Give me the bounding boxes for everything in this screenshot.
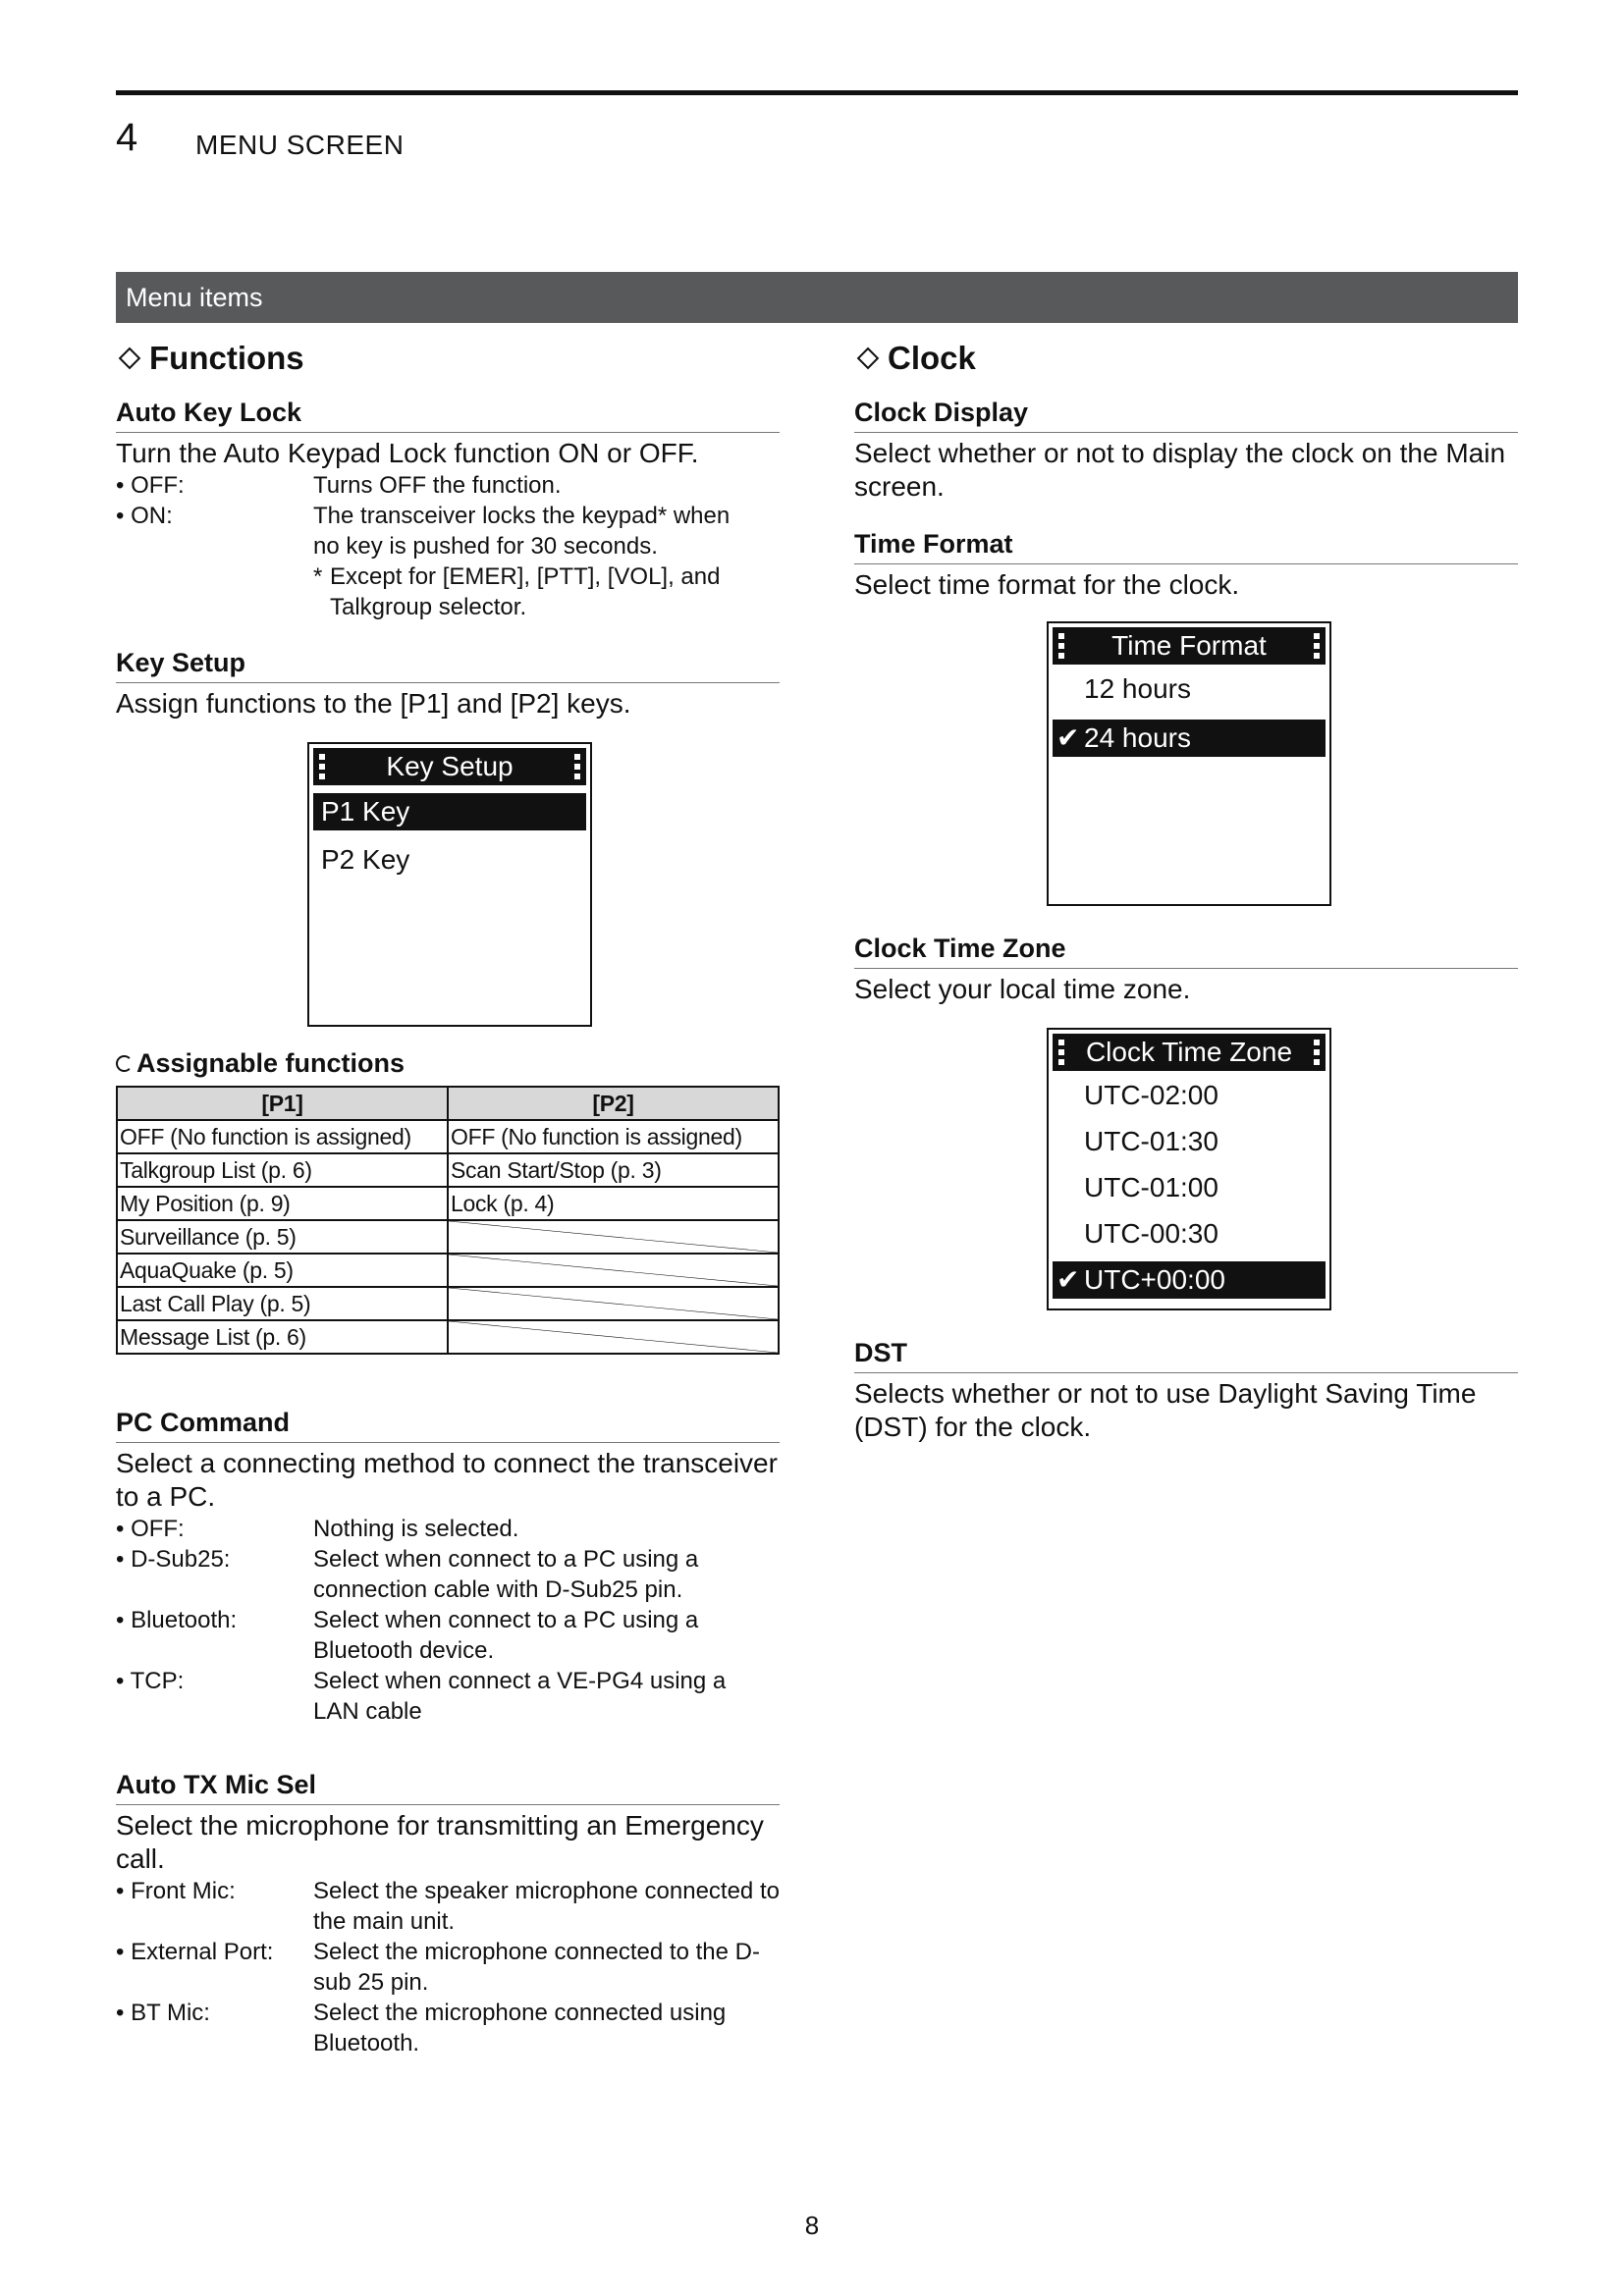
clock-time-zone-section: [854, 932, 1518, 1310]
dst-description: Selects whether or not to use Daylight Saving Time (DST) for the clock.: [854, 1378, 1477, 1442]
scroll-dots-icon: [1058, 1040, 1064, 1065]
auto-key-lock-title: Auto Key Lock: [116, 396, 780, 433]
time-format-description: Select time format for the clock.: [854, 569, 1240, 600]
chapter-title: MENU SCREEN: [195, 130, 405, 160]
table-header-p1: [P1]: [117, 1087, 448, 1120]
table-row: OFF (No function is assigned) OFF (No function is assigned): [117, 1120, 779, 1153]
screen-title-bar: Clock Time Zone: [1053, 1034, 1326, 1071]
diamond-icon: [119, 347, 141, 370]
key-setup-section: [116, 646, 780, 1027]
auto-key-lock-section: [116, 396, 780, 622]
option-row: • OFF: Turns OFF the function.: [116, 472, 562, 499]
option-row: • BT Mic: Select the microphone connected using Bluetooth.: [116, 2000, 727, 2056]
clock-heading: Clock: [854, 339, 1518, 378]
screen-item-utc-0000: ✔ UTC+00:00: [1053, 1261, 1326, 1299]
empty-cell: [448, 1220, 779, 1254]
auto-key-lock-description: Turn the Auto Keypad Lock function ON or OFF.: [116, 438, 699, 468]
time-format-screen: [1047, 621, 1331, 906]
functions-heading: Functions: [116, 339, 780, 378]
dst-section: [854, 1336, 1518, 1444]
scroll-dots-icon: [574, 754, 580, 779]
pc-command-description: Select a connecting method to connect the transceiver to a PC.: [116, 1448, 778, 1512]
circle-icon: [116, 1055, 133, 1072]
clock-display-title: Clock Display: [854, 396, 1518, 433]
diamond-icon: [857, 347, 880, 370]
screen-item-p1-key: P1 Key: [313, 793, 586, 830]
auto-tx-mic-description: Select the microphone for transmitting an Emergency call.: [116, 1810, 764, 1874]
auto-tx-mic-section: [116, 1768, 780, 2058]
dst-title: DST: [854, 1336, 1518, 1373]
check-icon: ✔: [1056, 722, 1080, 753]
footnote: * Except for [EMER], [PTT], [VOL], and Talkgroup selector.: [313, 563, 721, 620]
key-setup-description: Assign functions to the [P1] and [P2] keys.: [116, 688, 631, 719]
clock-time-zone-description: Select your local time zone.: [854, 974, 1191, 1004]
right-column: [854, 339, 1518, 1444]
screen-item-utc-0100: UTC-01:00: [1084, 1172, 1218, 1202]
table-row: AquaQuake (p. 5): [117, 1254, 779, 1287]
scroll-dots-icon: [1314, 1040, 1320, 1065]
option-row: • OFF: Nothing is selected.: [116, 1516, 519, 1542]
left-column: [116, 339, 780, 2058]
table-row: Last Call Play (p. 5): [117, 1287, 779, 1320]
scroll-dots-icon: [1058, 633, 1064, 659]
option-row: • Bluetooth: Select when connect to a PC using a Bluetooth device.: [116, 1607, 699, 1664]
table-row: My Position (p. 9) Lock (p. 4): [117, 1187, 779, 1220]
screen-item-utc-0130: UTC-01:30: [1084, 1126, 1218, 1156]
pc-command-section: [116, 1406, 780, 1727]
option-row: • External Port: Select the microphone connected to the D-sub 25 pin.: [116, 1939, 760, 1996]
time-format-title: Time Format: [854, 527, 1518, 564]
option-row: • ON: The transceiver locks the keypad* when no key is pushed for 30 seconds.: [116, 503, 731, 560]
empty-cell: [448, 1254, 779, 1287]
option-row: • D-Sub25: Select when connect to a PC using a connection cable with D-Sub25 pin.: [116, 1546, 699, 1603]
screen-item-12-hours: 12 hours: [1084, 673, 1191, 704]
table-row: Talkgroup List (p. 6) Scan Start/Stop (p. 3): [117, 1153, 779, 1187]
scroll-dots-icon: [319, 754, 325, 779]
screen-item-utc-0200: UTC-02:00: [1084, 1080, 1218, 1110]
screen-item-p2-key: P2 Key: [321, 844, 410, 875]
section-bar: [116, 272, 1518, 323]
key-setup-screen: [307, 742, 592, 1027]
clock-display-description: Select whether or not to display the clock on the Main screen.: [854, 438, 1506, 502]
pc-command-title: PC Command: [116, 1406, 780, 1443]
clock-time-zone-screen: [1047, 1028, 1331, 1310]
chapter-number: 4: [116, 116, 138, 159]
clock-display-section: [854, 396, 1518, 504]
assignable-functions-table: [116, 1086, 780, 1355]
check-icon: ✔: [1056, 1264, 1080, 1295]
clock-time-zone-title: Clock Time Zone: [854, 932, 1518, 969]
screen-title-bar: Key Setup: [313, 748, 586, 785]
time-format-section: [854, 527, 1518, 906]
section-title: Menu items: [126, 283, 263, 312]
page-number: 8: [804, 2211, 820, 2240]
header-rule: [116, 90, 1518, 95]
key-setup-title: Key Setup: [116, 646, 780, 683]
table-header-p2: [P2]: [448, 1087, 779, 1120]
auto-tx-mic-title: Auto TX Mic Sel: [116, 1768, 780, 1805]
screen-item-utc-0030: UTC-00:30: [1084, 1218, 1218, 1249]
assignable-functions-title: Assignable functions: [116, 1046, 780, 1080]
screen-item-24-hours: ✔ 24 hours: [1053, 720, 1326, 757]
scroll-dots-icon: [1314, 633, 1320, 659]
table-row: Surveillance (p. 5): [117, 1220, 779, 1254]
option-row: • TCP: Select when connect a VE-PG4 using a LAN cable: [116, 1668, 727, 1725]
screen-title-bar: Time Format: [1053, 627, 1326, 665]
option-row: • Front Mic: Select the speaker microphone connected to the main unit.: [116, 1878, 780, 1935]
empty-cell: [448, 1320, 779, 1354]
empty-cell: [448, 1287, 779, 1320]
assignable-functions: [116, 1046, 780, 1355]
table-row: Message List (p. 6): [117, 1320, 779, 1354]
